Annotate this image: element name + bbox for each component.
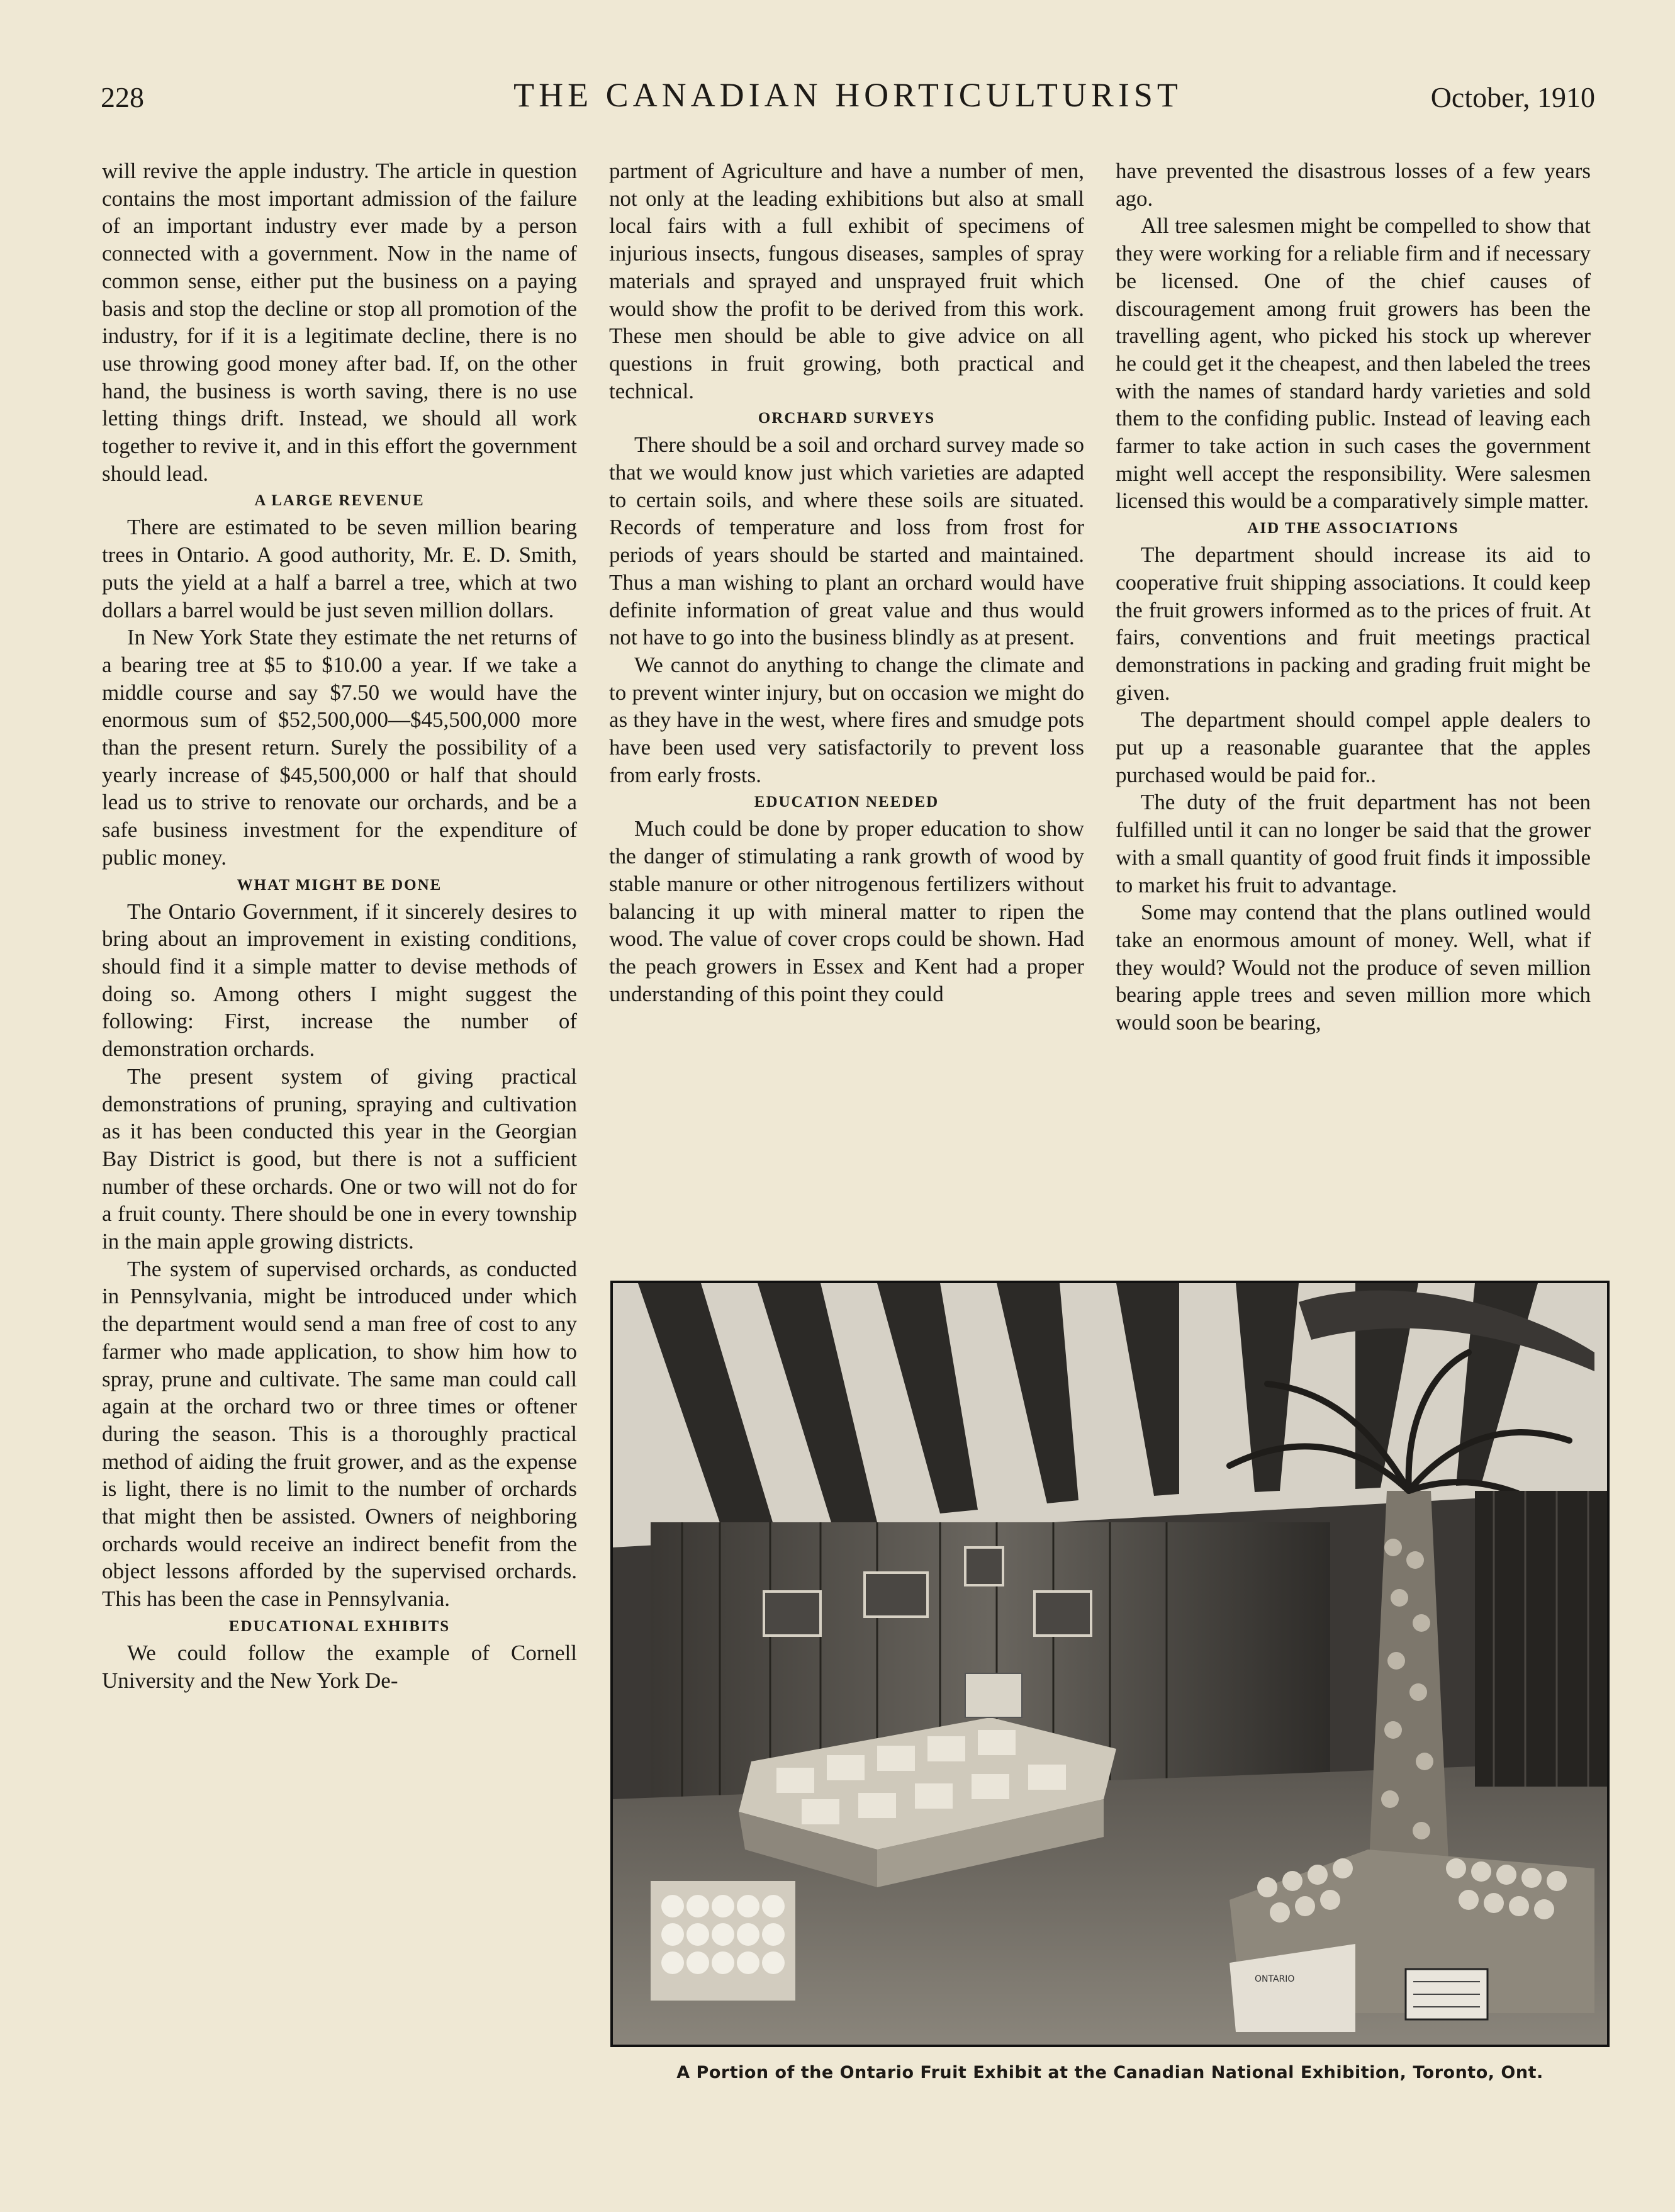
paragraph: All tree salesmen might be compelled to show that they were working for a reliable firm and if necessary be licensed. One of the chief causes of discouragement among fruit growers has been the travelling agent, who picked his stock up wherever he could get it the cheapest, and then labeled the trees with the names of standard hardy varieties and sold them to the confiding public. Instead of leaving each farmer to take action in such cases the government might well accept the responsibility. Were salesmen licensed this would be a comparatively simple matter. — [1116, 213, 1591, 514]
paragraph: Much could be done by proper education to show the danger of stimulating a rank growth of wood by stable manure or other nitrogenous fertilizers without balancing it up with mineral matter to ripen the wood. The value of cover crops could be shown. Had the peach growers in Essex and Kent had a proper understanding of this point they could — [609, 816, 1084, 1006]
paragraph: The system of supervised orchards, as conducted in Pennsylvania, might be introduced under which the department would send a man free of cost to any farmer who made application, to show him how to spray, prune and cultivate. The same man could call again at the orchard two or three times or oftener during the season. This is a thoroughly practical method of aiding the fruit grower, and as the expense is light, there is no limit to the number of orchards that might then be assisted. Owners of neighboring orchards would receive an indirect benefit from the object lessons afforded by the supervised orchards. This has been the case in Pennsylvania. — [102, 1256, 577, 1612]
paragraph: The department should compel apple dealers to put up a reasonable guarantee that the apples purchased would be paid for.. — [1116, 707, 1591, 787]
paragraph: Some may contend that the plans outlined would take an enormous amount of money. Well, what if they would? Would not the produce of seven million bearing apple trees and seven million more which would soon be bearing, — [1116, 900, 1591, 1035]
paragraph: have prevented the disastrous losses of a few years ago. — [1116, 159, 1591, 211]
section-heading: EDUCATIONAL EXHIBITS — [228, 1617, 451, 1635]
paragraph: In New York State they estimate the net returns of a bearing tree at $5 to $10.00 a year. If we take a middle course and say $7.50 we would have the enormous sum of $52,500,000—$45,500,000 more than the present return. Surely the possibility of a yearly increase of $45,500,000 or half that should lead us to strive to renovate our orchards, and be a safe business investment for the expenditure of public money. — [102, 625, 577, 870]
paragraph: The Ontario Government, if it sincerely desires to bring about an improvement in existing conditions, should find it a simple matter to devise methods of doing so. Among others I might suggest the following: First, increase the number of demonstration orchards. — [102, 899, 577, 1062]
exhibit-photograph — [610, 1281, 1610, 2047]
page-header — [101, 76, 1595, 125]
paragraph: will revive the apple industry. The article in question contains the most important admission of the failure of an important industry ever made by a person connected with a government. Now in the name of common sense, either put the business on a paying basis and stop the decline or stop all promotion of the industry, for if it is a legitimate decline, there is no use throwing good money after bad. If, on the other hand, the business is worth saving, there is no use letting things drift. Instead, we should all work together to revive it, and in this effort the government should lead. — [102, 159, 577, 486]
article-column-3 — [1116, 157, 1591, 1036]
article-column-1 — [102, 157, 577, 1694]
ontario-sign: ONTARIO — [1255, 1974, 1295, 1984]
section-heading: WHAT MIGHT BE DONE — [237, 876, 442, 894]
paragraph: The present system of giving practical demonstrations of pruning, spraying and cultivation as it has been conducted this year in the Georgian Bay District is good, but there is not a sufficient number of these orchards. One or two will not do for a fruit county. There should be one in every township in the main apple growing districts. — [102, 1064, 577, 1254]
paragraph: partment of Agriculture and have a number of men, not only at the leading exhibitions but also at small local fairs with a full exhibit of specimens of injurious insects, fungous diseases, samples of spray materials and sprayed and unsprayed fruit which would show the profit to be derived from this work. These men should be able to give advice on all questions in fruit growing, both practical and technical. — [609, 159, 1084, 403]
paragraph: The duty of the fruit department has not been fulfilled until it can no longer be said that the grower with a small quantity of good fruit finds it impossible to market his fruit to advantage. — [1116, 790, 1591, 897]
issue-date: October, 1910 — [1430, 81, 1595, 113]
page-number: 228 — [101, 81, 144, 113]
exhibit-photo-illustration — [613, 1283, 1607, 2045]
article-column-2 — [609, 157, 1084, 1008]
photo-caption: A Portion of the Ontario Fruit Exhibit at the Canadian National Exhibition, Toronto, Ont. — [676, 2063, 1543, 2082]
section-heading: A LARGE REVENUE — [254, 492, 425, 510]
paragraph: There are estimated to be seven million bearing trees in Ontario. A good authority, Mr. E. D. Smith, puts the yield at a half a barrel a tree, which at two dollars a barrel would be just seven million dollars. — [102, 515, 577, 622]
paragraph: We cannot do anything to change the climate and to prevent winter injury, but on occasion we might do as they have in the west, where fires and smudge pots have been used very satisfactorily to prevent loss from early frosts. — [609, 652, 1084, 787]
paragraph: We could follow the example of Cornell University and the New York De- — [102, 1640, 577, 1693]
section-heading: AID THE ASSOCIATIONS — [1247, 520, 1459, 537]
journal-title: THE CANADIAN HORTICULTURIST — [513, 76, 1182, 114]
section-heading: EDUCATION NEEDED — [754, 794, 939, 811]
section-heading: ORCHARD SURVEYS — [758, 410, 936, 427]
paragraph: The department should increase its aid to cooperative fruit shipping associations. It could keep the fruit growers informed as to the prices of fruit. At fairs, conventions and fruit meetings practical demonstrations in packing and grading fruit might be given. — [1116, 542, 1591, 705]
paragraph: There should be a soil and orchard survey made so that we would know just which varieties are adapted to certain soils, and where these soils are situated. Records of temperature and loss from frost for periods of years should be started and maintained. Thus a man wishing to plant an orchard would have definite information of great value and thus would not have to go into the business blindly as at present. — [609, 432, 1084, 650]
